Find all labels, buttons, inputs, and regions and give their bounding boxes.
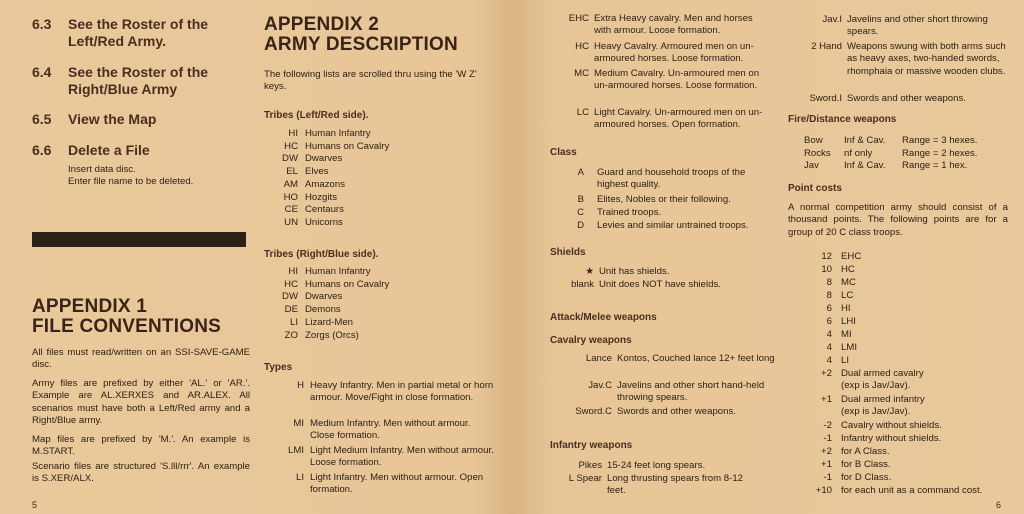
tribe-left-item-desc: Amazons	[305, 178, 345, 190]
type-item-desc: Heavy Infantry. Men in partial metal or horn armour. Move/Fight in close formation.	[310, 380, 494, 404]
tribe-left-item-desc: Human Infantry	[305, 128, 371, 139]
fire-weapon-users: Inf & Cav.	[844, 160, 886, 172]
melee-heading: Attack/Melee weapons	[550, 312, 657, 323]
class-item-desc: Trained troops.	[597, 207, 662, 218]
tribe-right-item-code: HC	[284, 278, 298, 290]
point-cost-item-code: 8	[826, 290, 832, 301]
class-item-desc: Elites, Nobles or their following.	[597, 194, 731, 205]
infantry-weapon-item-code: L Spear	[568, 473, 602, 484]
tribe-left-item-code: UN	[284, 216, 298, 228]
point-costs-intro: A normal competition army should consist of a thousand points. The following points are for a group of 20 C class troops.	[788, 202, 1008, 238]
point-cost-item-desc: Dual armed infantry (exp is Jav/Jav).	[841, 394, 925, 418]
class-item-code: B	[577, 194, 584, 205]
appendix1-paragraph: Map files are prefixed by 'M.'. An example is M.START.	[32, 434, 250, 458]
point-cost-item-desc: for A Class.	[841, 446, 890, 457]
tribe-right-item-desc: Lizard-Men	[305, 316, 353, 328]
shield-item-desc: Unit has shields.	[599, 266, 670, 277]
class-heading: Class	[550, 147, 577, 158]
cavalry-weapon-item-code: Lance	[585, 353, 612, 364]
cavalry-type-item-code: LC	[576, 107, 589, 118]
infantry-weapon-cont-item-desc: Javelins and other short throwing spears.	[847, 14, 988, 38]
fire-weapon-users: nf only	[844, 147, 873, 159]
section-title-6-3: See the Roster of the Left/Red Army.	[68, 16, 209, 49]
type-item-code: MI	[293, 418, 304, 429]
fire-weapon-range: Range = 1 hex.	[902, 160, 968, 172]
point-cost-item-code: 6	[826, 316, 832, 327]
point-cost-item-desc: HC	[841, 264, 855, 275]
tribe-left-item-desc: Humans on Cavalry	[305, 140, 390, 152]
tribe-left-item-desc: Elves	[305, 166, 329, 178]
cavalry-type-item-desc: Medium Cavalry. Un-armoured men on un-armoured horses. Loose formation.	[594, 68, 760, 92]
point-cost-item-code: 4	[826, 355, 832, 366]
black-divider-bar	[32, 232, 246, 247]
point-cost-item-code: 6	[826, 303, 832, 314]
infantry-weapon-item-desc: 15-24 feet long spears.	[607, 460, 706, 471]
point-cost-item-code: +1	[821, 459, 832, 470]
tribes-right-heading: Tribes (Right/Blue side).	[264, 249, 379, 260]
type-item-code: H	[297, 380, 304, 391]
type-item-desc: Light Infantry. Men without armour. Open formation.	[310, 472, 484, 496]
fire-weapon-users: Inf & Cav.	[844, 135, 886, 146]
point-cost-item-code: -1	[823, 472, 832, 483]
cavalry-type-item-code: MC	[574, 68, 589, 79]
point-cost-item-desc: for D Class.	[841, 472, 892, 483]
point-cost-item-desc: MI	[841, 329, 852, 340]
point-cost-item-code: +2	[821, 368, 832, 379]
tribe-right-item-code: LI	[289, 316, 298, 328]
cavalry-type-item-code: HC	[575, 41, 589, 52]
cavalry-weapons-heading: Cavalry weapons	[550, 335, 632, 346]
point-cost-item-desc: LHI	[841, 316, 856, 327]
appendix1-paragraph: All files must read/written on an SSI-SAVE-GAME disc.	[32, 347, 250, 371]
infantry-weapon-item-code: Pikes	[578, 460, 602, 471]
point-cost-item-desc: HI	[841, 303, 851, 314]
point-cost-item-desc: LC	[841, 290, 854, 301]
page-number-right: 6	[996, 500, 1002, 510]
shields-heading: Shields	[550, 247, 586, 258]
appendix1-paragraph: Army files are prefixed by either 'AL.' or 'AR.'. Example are AL.XERXES and AR.ALEX. All scenarios must have both a Left/Red army and a Right/Blue army.	[32, 378, 250, 427]
appendix1-paragraph: Scenario files are structured 'S.lll/rrr'. An example is S.XER/ALX.	[32, 461, 250, 485]
point-cost-item-desc: LI	[841, 355, 850, 366]
tribes-left-heading: Tribes (Left/Red side).	[264, 110, 369, 121]
point-cost-item-code: 10	[821, 264, 832, 275]
cavalry-weapon-item-desc: Swords and other weapons.	[617, 406, 736, 417]
tribe-left-item-code: CE	[284, 204, 298, 216]
tribe-left-item-desc: Unicorns	[305, 216, 343, 228]
right-page	[512, 0, 1024, 514]
type-item-code: LMI	[288, 445, 304, 456]
point-cost-item-code: 4	[826, 329, 832, 340]
point-cost-item-desc: Dual armed cavalry (exp is Jav/Jav).	[841, 368, 924, 392]
section-title-6-6: Delete a File	[68, 142, 150, 158]
fire-weapons-heading: Fire/Distance weapons	[788, 114, 897, 125]
types-heading: Types	[264, 362, 293, 373]
class-item-code: A	[577, 167, 584, 178]
cavalry-weapon-item-code: Sword.C	[575, 406, 612, 417]
point-cost-item-code: 8	[826, 277, 832, 288]
point-cost-item-code: +10	[815, 485, 832, 496]
tribe-right-item-desc: Demons	[305, 304, 341, 316]
shield-item-desc: Unit does NOT have shields.	[599, 279, 721, 290]
fire-weapon-weapon: Rocks	[804, 147, 831, 159]
cavalry-type-item-desc: Extra Heavy cavalry. Men and horses with armour. Loose formation.	[594, 13, 753, 37]
infantry-weapon-item-desc: Long thrusting spears from 8-12 feet.	[607, 473, 743, 497]
appendix2-intro: The following lists are scrolled thru using the 'W Z' keys.	[264, 69, 477, 93]
cavalry-type-item-desc: Light Cavalry. Un-armoured men on un-armoured horses. Open formation.	[594, 107, 763, 131]
point-cost-item-desc: LMI	[841, 342, 857, 353]
tribe-left-item-code: HC	[284, 140, 298, 152]
point-cost-item-code: +2	[821, 446, 832, 457]
page-number-left: 5	[32, 500, 38, 510]
tribe-left-item-desc: Centaurs	[305, 204, 344, 216]
cavalry-type-item-desc: Heavy Cavalry. Armoured men on un-armoured horses. Loose formation.	[594, 41, 754, 65]
tribe-right-item-code: HI	[288, 266, 298, 277]
type-item-code: LI	[295, 472, 304, 483]
tribe-right-item-desc: Zorgs (Orcs)	[305, 329, 359, 341]
tribe-left-item-code: DW	[282, 153, 298, 165]
class-item-code: C	[577, 207, 584, 218]
point-cost-item-desc: for each unit as a command cost.	[841, 485, 983, 496]
cavalry-weapon-item-desc: Javelins and other short hand-held throwing spears.	[617, 380, 765, 404]
type-item-desc: Light Medium Infantry. Men without armour. Loose formation.	[310, 445, 494, 469]
section-number-6-3: 6.3	[32, 16, 52, 32]
fire-weapon-range: Range = 2 hexes.	[902, 147, 978, 159]
cavalry-type-item-code: EHC	[568, 13, 589, 24]
class-item-desc: Levies and similar untrained troops.	[597, 220, 749, 231]
point-cost-item-desc: for B Class.	[841, 459, 891, 470]
infantry-weapon-cont-item-code: Jav.I	[822, 14, 842, 25]
tribe-right-item-desc: Dwarves	[305, 291, 343, 303]
tribe-right-item-code: ZO	[284, 329, 298, 341]
point-cost-item-code: +1	[821, 394, 832, 405]
point-cost-item-code: 4	[826, 342, 832, 353]
point-cost-item-desc: Cavalry without shields.	[841, 420, 942, 431]
point-cost-item-desc: EHC	[841, 251, 862, 262]
appendix2-title: APPENDIX 2 ARMY DESCRIPTION	[264, 14, 458, 55]
tribe-left-item-code: HI	[288, 128, 298, 139]
class-item-code: D	[577, 220, 584, 231]
tribe-right-item-desc: Human Infantry	[305, 266, 371, 277]
class-item-desc: Guard and household troops of the highest quality.	[597, 167, 746, 191]
tribe-left-item-code: EL	[286, 166, 298, 178]
point-cost-item-code: -2	[823, 420, 832, 431]
point-cost-item-code: -1	[823, 433, 832, 444]
point-cost-item-desc: Infantry without shields.	[841, 433, 942, 444]
section-title-6-4: See the Roster of the Right/Blue Army	[68, 64, 209, 97]
tribe-left-item-code: AM	[283, 178, 298, 190]
section-title-6-5: View the Map	[68, 111, 157, 127]
tribe-left-item-desc: Dwarves	[305, 153, 343, 165]
infantry-weapon-cont-item-desc: Weapons swung with both arms such as heavy axes, two-handed swords, rhomphaia or massive wooden clubs.	[847, 41, 1006, 77]
point-cost-item-code: 12	[821, 251, 832, 262]
type-item-desc: Medium Infantry. Men without armour. Close formation.	[310, 418, 471, 442]
infantry-weapon-cont-item-desc: Swords and other weapons.	[847, 93, 966, 104]
point-cost-item-desc: MC	[841, 277, 856, 288]
infantry-weapons-heading: Infantry weapons	[550, 440, 633, 451]
cavalry-weapon-item-desc: Kontos, Couched lance 12+ feet long	[617, 353, 775, 364]
section-number-6-6: 6.6	[32, 142, 52, 158]
fire-weapon-weapon: Jav	[804, 160, 819, 172]
delete-instructions: Insert data disc. Enter file name to be deleted.	[68, 164, 194, 188]
tribe-left-item-code: HO	[283, 191, 298, 203]
section-number-6-4: 6.4	[32, 64, 52, 80]
shield-item-code: blank	[571, 279, 594, 290]
infantry-weapon-cont-item-code: Sword.I	[809, 93, 842, 104]
infantry-weapon-cont-item-code: 2 Hand	[811, 41, 842, 52]
point-costs-heading: Point costs	[788, 183, 842, 194]
fire-weapon-weapon: Bow	[804, 135, 823, 146]
tribe-right-item-desc: Humans on Cavalry	[305, 278, 390, 290]
tribe-left-item-desc: Hozgits	[305, 191, 337, 203]
tribe-right-item-code: DW	[282, 291, 298, 303]
tribe-right-item-code: DE	[284, 304, 298, 316]
appendix1-title: APPENDIX 1 FILE CONVENTIONS	[32, 296, 221, 337]
shield-item-code: ★	[585, 266, 594, 277]
fire-weapon-range: Range = 3 hexes.	[902, 135, 978, 146]
cavalry-weapon-item-code: Jav.C	[588, 380, 612, 391]
section-number-6-5: 6.5	[32, 111, 52, 127]
